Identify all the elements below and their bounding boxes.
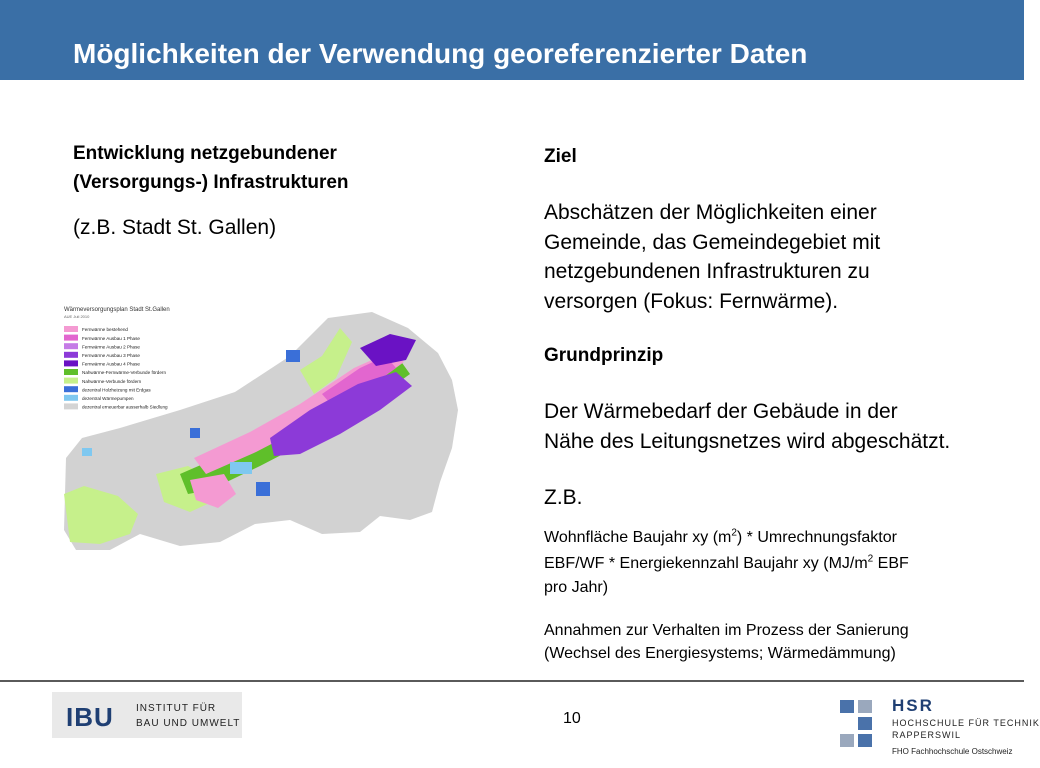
hsr-square-icon	[858, 717, 872, 730]
formula-part-b: ) * Umrechnungsfaktor	[736, 529, 897, 546]
page-title: Möglichkeiten der Verwendung georeferenzierter Daten	[73, 38, 808, 69]
legend-label: Fernwärme Ausbau 3 Phase	[82, 353, 140, 358]
map-graphic	[60, 298, 470, 558]
ibu-logo	[52, 692, 242, 738]
legend-swatch	[64, 386, 78, 392]
legend-label: Fernwärme Ausbau 2 Phase	[82, 344, 140, 350]
legend-swatch	[64, 352, 78, 358]
ziel-heading: Ziel	[544, 146, 577, 167]
legend-label: Fernwärme Ausbau 1 Phase	[82, 335, 140, 341]
formula-part-a: Wohnfläche Baujahr xy (m	[544, 529, 732, 546]
hsr-logo-line1: HOCHSCHULE FÜR TECHNIK	[892, 718, 1040, 728]
legend-swatch	[64, 403, 78, 409]
legend-label: Nahwärme-Fernwärme-Verbunde fördern	[82, 370, 166, 376]
header-bar	[0, 0, 1024, 80]
hsr-logo	[840, 696, 1040, 764]
legend-label: Fernwärme Ausbau 4 Phase	[82, 361, 140, 367]
ibu-logo-line2: BAU UND UMWELT	[136, 718, 241, 729]
annahmen-line-1: Annahmen zur Verhalten im Prozess der Sanierung	[544, 622, 909, 639]
hsr-square-icon	[840, 700, 854, 713]
ziel-line-3: netzgebundenen Infrastrukturen zu	[544, 260, 870, 283]
grundprinzip-line-1: Der Wärmebedarf der Gebäude in der	[544, 400, 898, 423]
legend-label: dezentral Holzheizung mit Erdgas	[82, 387, 151, 393]
ziel-line-2: Gemeinde, das Gemeindegebiet mit	[544, 231, 881, 254]
formula-line-3: pro Jahr)	[544, 579, 609, 596]
hsr-logo-name: HSR	[892, 696, 934, 715]
ziel-line-4: versorgen (Fokus: Fernwärme).	[544, 290, 839, 313]
legend-label: dezentral erneuerbar ausserhalb Siedlung	[82, 404, 168, 410]
map-title: Wärmeversorgungsplan Stadt St.Gallen	[64, 307, 170, 313]
legend-label: Fernwärme bestehend	[82, 327, 128, 333]
map-subtitle: AUE Juli 2010	[64, 314, 90, 319]
legend-swatch	[64, 326, 78, 332]
annahmen-line-2: (Wechsel des Energiesystems; Wärmedämmung)	[544, 645, 896, 662]
zb-label: Z.B.	[544, 486, 583, 509]
map-zone-lightblue-1	[230, 462, 252, 474]
left-heading-line2: (Versorgungs-) Infrastrukturen	[73, 172, 349, 193]
hsr-square-icon	[858, 734, 872, 747]
hsr-logo-line3: FHO Fachhochschule Ostschweiz	[892, 747, 1013, 756]
legend-label: dezentral Wärmepumpen	[82, 396, 134, 401]
map-zone-lightblue-2	[82, 448, 92, 456]
legend-swatch	[64, 360, 78, 366]
ibu-logo-line1: INSTITUT FÜR	[136, 703, 217, 714]
page-number: 10	[563, 710, 581, 727]
grundprinzip-heading: Grundprinzip	[544, 345, 664, 366]
left-example: (z.B. Stadt St. Gallen)	[73, 216, 277, 239]
formula-sup-2: 2	[867, 553, 874, 565]
map-zone-blue-1	[286, 350, 300, 362]
legend-swatch	[64, 343, 78, 349]
formula-line2-b: EBF	[873, 555, 909, 572]
grundprinzip-line-2: Nähe des Leitungsnetzes wird abgeschätzt.	[544, 430, 951, 453]
left-heading-line1: Entwicklung netzgebundener	[73, 143, 337, 164]
legend-swatch	[64, 335, 78, 341]
formula-sup-1: 2	[731, 527, 737, 539]
legend-label: Nahwärme-Verbunde fördern	[82, 378, 142, 384]
legend-swatch	[64, 369, 78, 375]
map-legend	[64, 326, 168, 410]
legend-swatch	[64, 378, 78, 384]
hsr-square-icon	[858, 700, 872, 713]
footer-divider	[0, 680, 1024, 682]
formula-line-2	[544, 553, 909, 574]
heat-supply-map	[60, 298, 470, 558]
legend-swatch	[64, 395, 78, 401]
hsr-logo-line2: RAPPERSWIL	[892, 730, 962, 740]
map-zone-blue-2	[190, 428, 200, 438]
hsr-square-icon	[840, 734, 854, 747]
ziel-line-1: Abschätzen der Möglichkeiten einer	[544, 201, 877, 224]
ibu-logo-mark: IBU	[66, 702, 114, 732]
map-zone-blue-3	[256, 482, 270, 496]
formula-line-1	[544, 527, 897, 548]
formula-line2-a: EBF/WF * Energiekennzahl Baujahr xy (MJ/m	[544, 555, 868, 572]
